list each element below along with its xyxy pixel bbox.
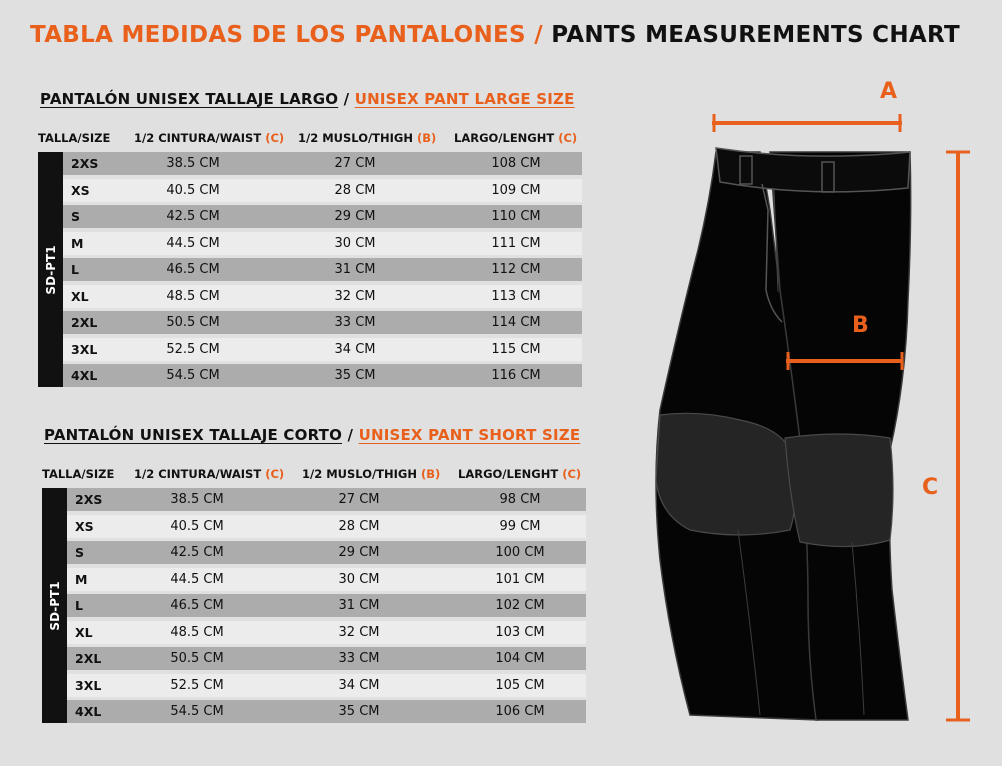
length-cell: 102 CM (495, 598, 545, 613)
table-row (67, 541, 586, 564)
length-cell: 99 CM (499, 518, 541, 534)
table-short-title-en: UNISEX PANT SHORT SIZE (358, 426, 581, 444)
model-label: SD-PT1 (43, 244, 58, 295)
dimension-a (712, 114, 902, 132)
length-cell: 109 CM (491, 182, 541, 198)
length-cell: 104 CM (495, 651, 545, 666)
waist-cell: 38.5 CM (166, 156, 220, 171)
thigh-cell: 30 CM (338, 571, 380, 587)
waist-cell: 46.5 CM (170, 598, 224, 613)
size-cell: 4XL (75, 704, 102, 719)
header-waist: 1/2 CINTURA/WAIST (C) (134, 467, 285, 481)
size-cell: 2XL (71, 315, 98, 330)
waist-cell: 52.5 CM (166, 341, 220, 357)
length-cell: 101 CM (495, 571, 545, 587)
length-cell: 115 CM (491, 341, 541, 357)
size-cell: XS (71, 182, 90, 198)
title-spanish: TABLA MEDIDAS DE LOS PANTALONES (30, 22, 526, 48)
table-short-title-es: PANTALÓN UNISEX TALLAJE CORTO (44, 426, 343, 444)
waist-cell: 48.5 CM (166, 288, 220, 304)
waist-cell: 38.5 CM (170, 492, 224, 507)
pants-diagram (640, 60, 980, 740)
table-row (67, 674, 586, 697)
thigh-cell: 29 CM (334, 209, 376, 224)
waist-cell: 42.5 CM (166, 209, 220, 224)
title-separator: / (525, 22, 552, 48)
header-size: TALLA/SIZE (42, 467, 115, 481)
length-cell: 111 CM (491, 235, 541, 251)
waist-cell: 50.5 CM (166, 315, 220, 330)
size-cell: XS (75, 518, 94, 534)
length-cell: 116 CM (491, 368, 541, 383)
thigh-cell: 28 CM (338, 518, 380, 534)
waist-cell: 46.5 CM (166, 262, 220, 277)
table-large-title-sep: / (338, 90, 355, 108)
model-sidebar (38, 152, 63, 387)
waist-cell: 44.5 CM (166, 235, 220, 251)
table-row (67, 568, 586, 591)
length-cell: 113 CM (491, 288, 541, 304)
size-cell: S (71, 209, 81, 224)
page-title (30, 22, 960, 48)
thigh-cell: 27 CM (334, 156, 376, 171)
length-cell: 110 CM (491, 209, 541, 224)
waist-cell: 48.5 CM (170, 624, 224, 640)
waist-cell: 54.5 CM (170, 704, 224, 719)
table-row (63, 285, 582, 308)
pants-silhouette (656, 148, 911, 720)
thigh-cell: 34 CM (334, 341, 376, 357)
length-cell: 100 CM (495, 545, 545, 560)
header-thigh: 1/2 MUSLO/THIGH (B) (298, 131, 437, 145)
label-c: C (922, 475, 939, 500)
length-cell: 112 CM (491, 262, 541, 277)
thigh-cell: 32 CM (334, 288, 376, 304)
header-thigh: 1/2 MUSLO/THIGH (B) (302, 467, 441, 481)
size-cell: S (75, 545, 85, 560)
length-cell: 108 CM (491, 156, 541, 171)
thigh-cell: 29 CM (338, 545, 380, 560)
length-cell: 98 CM (499, 492, 541, 507)
length-cell: 103 CM (495, 624, 545, 640)
size-cell: M (75, 571, 88, 587)
thigh-cell: 32 CM (338, 624, 380, 640)
dimension-c (946, 152, 970, 720)
table-row (63, 364, 582, 387)
header-length: LARGO/LENGHT (C) (454, 131, 578, 145)
table-row (67, 621, 586, 644)
thigh-cell: 31 CM (334, 262, 376, 277)
size-cell: XL (71, 288, 89, 304)
label-a: A (880, 79, 898, 104)
size-cell: L (71, 262, 79, 277)
table-row (63, 311, 582, 334)
header-waist: 1/2 CINTURA/WAIST (C) (134, 131, 285, 145)
table-large-title-en: UNISEX PANT LARGE SIZE (354, 90, 575, 108)
model-label: SD-PT1 (47, 580, 62, 631)
table-row (67, 700, 586, 723)
table-row (67, 515, 586, 538)
waist-cell: 50.5 CM (170, 651, 224, 666)
thigh-cell: 31 CM (338, 598, 380, 613)
size-cell: 4XL (71, 368, 98, 383)
table-row (63, 258, 582, 281)
thigh-cell: 33 CM (338, 651, 380, 666)
table-row (67, 488, 586, 511)
table-large-title-es: PANTALÓN UNISEX TALLAJE LARGO (40, 90, 339, 108)
length-cell: 106 CM (495, 704, 545, 719)
size-cell: 2XS (75, 492, 103, 507)
thigh-cell: 35 CM (334, 368, 376, 383)
size-cell: 2XS (71, 156, 99, 171)
table-row (67, 647, 586, 670)
table-row (63, 338, 582, 361)
thigh-cell: 28 CM (334, 182, 376, 198)
header-size: TALLA/SIZE (38, 131, 111, 145)
size-cell: XL (75, 624, 93, 640)
title-english: PANTS MEASUREMENTS CHART (551, 22, 960, 48)
thigh-cell: 35 CM (338, 704, 380, 719)
thigh-cell: 33 CM (334, 315, 376, 330)
table-short-title (44, 426, 580, 444)
waist-cell: 44.5 CM (170, 571, 224, 587)
length-cell: 105 CM (495, 677, 545, 693)
table-large-title (40, 90, 575, 108)
label-b: B (852, 313, 869, 338)
waist-cell: 54.5 CM (166, 368, 220, 383)
table-row (63, 232, 582, 255)
length-cell: 114 CM (491, 315, 541, 330)
waist-cell: 42.5 CM (170, 545, 224, 560)
table-row (63, 179, 582, 202)
header-length: LARGO/LENGHT (C) (458, 467, 582, 481)
table-row (67, 594, 586, 617)
waist-cell: 40.5 CM (170, 518, 224, 534)
waist-cell: 52.5 CM (170, 677, 224, 693)
size-cell: 2XL (75, 651, 102, 666)
size-cell: M (71, 235, 84, 251)
thigh-cell: 27 CM (338, 492, 380, 507)
table-short-title-sep: / (342, 426, 359, 444)
model-sidebar (42, 488, 67, 723)
size-cell: 3XL (71, 341, 98, 357)
table-row (63, 205, 582, 228)
waist-cell: 40.5 CM (166, 182, 220, 198)
thigh-cell: 30 CM (334, 235, 376, 251)
size-cell: 3XL (75, 677, 102, 693)
size-cell: L (75, 598, 83, 613)
thigh-cell: 34 CM (338, 677, 380, 693)
table-row (63, 152, 582, 175)
